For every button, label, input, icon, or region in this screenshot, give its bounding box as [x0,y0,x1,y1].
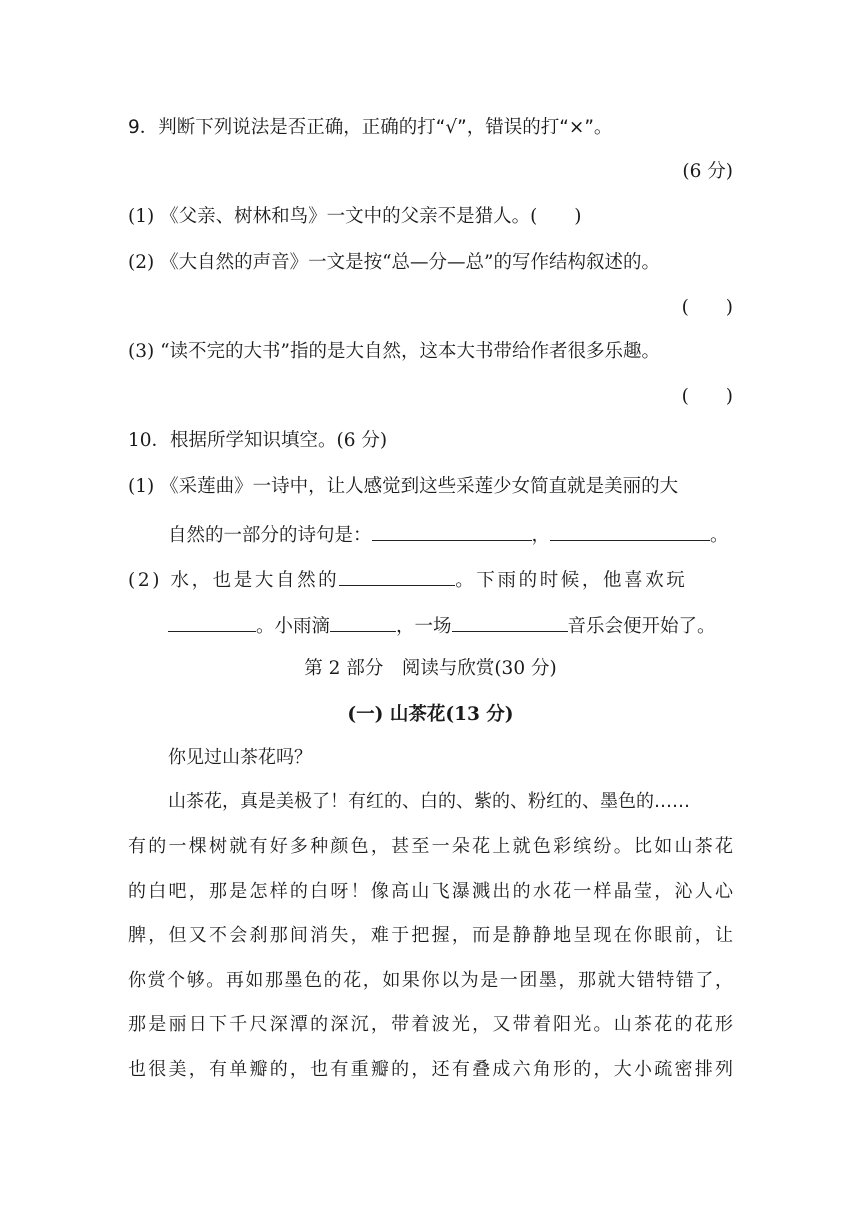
part-2-heading: 第 2 部分 阅读与欣赏(30 分) [304,658,557,679]
q10-item-2-suffix: 。下雨的时候，他喜欢玩 [455,570,688,591]
passage-line-3: 有的一棵树就有好多种颜色，甚至一朵花上就色彩缤纷。比如山茶花 [128,836,733,857]
answer-blank[interactable] [372,518,532,541]
q9-score: (6 分) [682,161,733,182]
answer-blank[interactable] [168,609,256,632]
passage-line-6: 你赏个够。再如那墨色的花，如果你以为是一团墨，那就大错特错了， [128,970,733,991]
q9-title: 9．判断下列说法是否正确，正确的打“√”，错误的打“×”。 [128,117,613,138]
q10-item-1-line-1: (1) 《采莲曲》一诗中，让人感觉到这些采莲少女简直就是美丽的大 [128,476,679,497]
q10-item-2-part-b: ，一场 [396,616,452,637]
passage-line-4: 的白吧，那是怎样的白呀！像高山飞瀑溅出的水花一样晶莹，沁人心 [128,881,733,902]
q10-item-2-prefix: (2) 水，也是大自然的 [128,570,340,591]
q10-item-1-line-2 [168,518,733,551]
q10-item-1-end: 。 [710,525,729,546]
q10-item-2-line-2 [168,609,733,642]
q10-item-2-line-1 [128,563,733,596]
answer-blank[interactable] [452,609,568,632]
passage-line-2: 山茶花，真是美极了！有红的、白的、紫的、粉红的、墨色的…… [168,791,690,812]
q9-item-2: (2) 《大自然的声音》一文是按“总—分—总”的写作结构叙述的。 [128,252,661,273]
q9-item-3-answer-paren: ( ) [681,386,733,407]
q10-title: 10．根据所学知识填空。(6 分) [128,430,388,451]
q9-item-2-answer-paren: ( ) [681,297,733,318]
q9-item-3: (3) “读不完的大书”指的是大自然，这本大书带给作者很多乐趣。 [128,341,661,362]
q9-item-1: (1) 《父亲、树林和鸟》一文中的父亲不是猎人。( ) [128,206,582,227]
passage-line-7: 那是丽日下千尺深潭的深沉，带着波光，又带着阳光。山茶花的花形 [128,1014,733,1035]
passage-line-1: 你见过山茶花吗？ [168,747,312,768]
passage-heading: (一) 山茶花(13 分) [347,704,514,725]
answer-blank[interactable] [339,563,455,586]
q10-item-2-part-a: 。小雨滴 [256,616,331,637]
q10-item-2-part-c: 音乐会便开始了。 [567,616,716,637]
passage-line-5: 脾，但又不会刹那间消失，难于把握，而是静静地呈现在你眼前，让 [128,925,733,946]
answer-blank[interactable] [330,609,396,632]
answer-blank[interactable] [550,518,710,541]
passage-line-8: 也很美，有单瓣的，也有重瓣的，还有叠成六角形的，大小疏密排列 [128,1059,733,1080]
q10-item-1-prefix: 自然的一部分的诗句是： [168,525,372,546]
q10-item-1-sep: ， [531,525,551,546]
